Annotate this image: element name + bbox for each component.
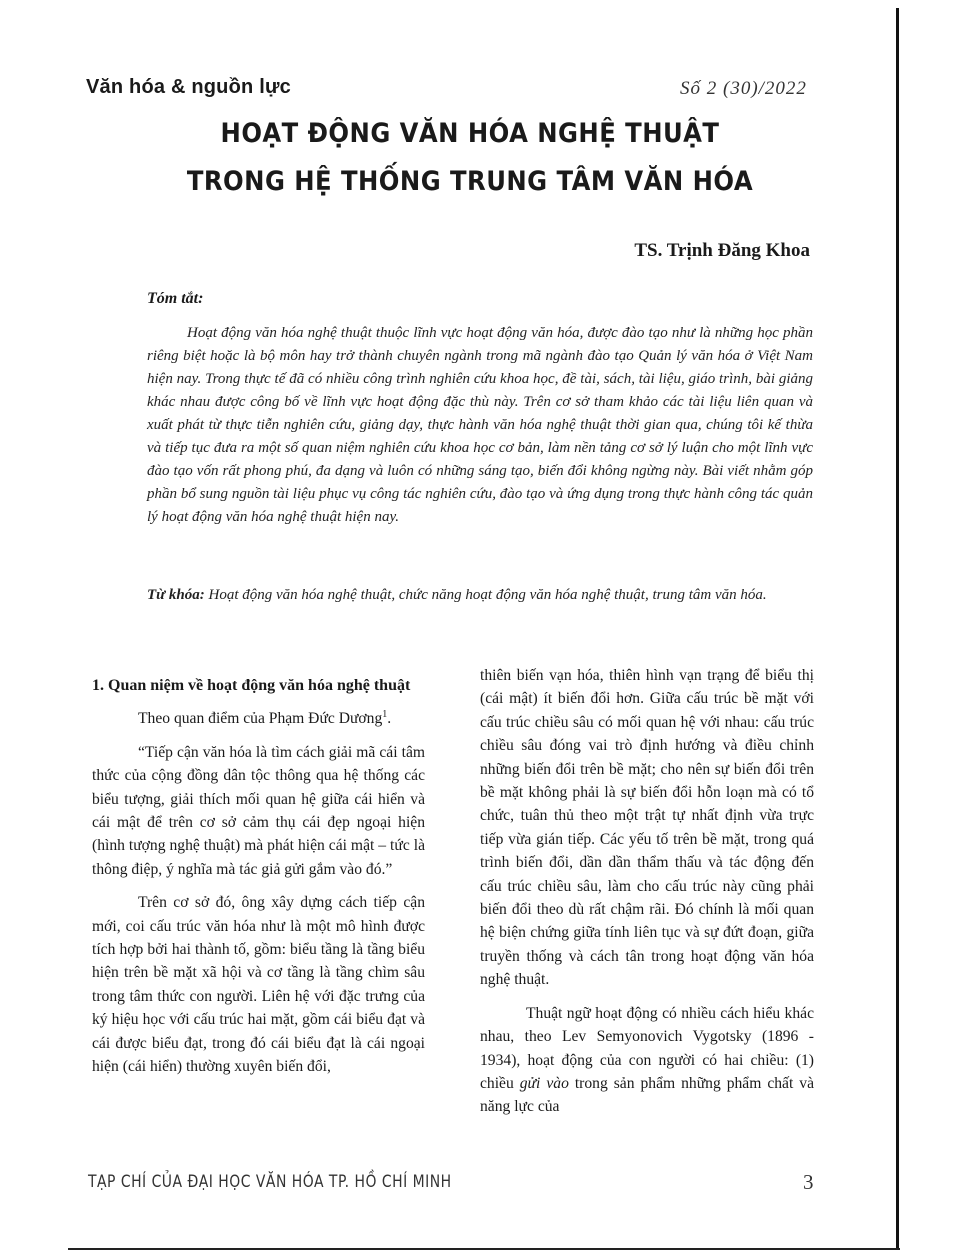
paragraph-1 (92, 707, 425, 730)
abstract-label: Tóm tắt: (147, 290, 204, 307)
section-label: Văn hóa & nguồn lực (86, 76, 291, 98)
footer-journal-name: TẠP CHÍ CỦA ĐẠI HỌC VĂN HÓA TP. HỒ CHÍ MINH (88, 1172, 452, 1192)
paragraph-2: “Tiếp cận văn hóa là tìm cách giải mã cái tâm thức của cộng đồng dân tộc thông qua hệ thống các biểu tượng, giải thích mối quan hệ giữa cái hiển và cái mật để trên cơ sở cảm thụ cái đẹp ngoại hiện (hình tượng nghệ thuật) mà phát hiện cái mật – tức là thông điệp, ý nghĩa mà tác giả gửi gắm vào đó.” (92, 743, 425, 878)
keywords-label: Từ khóa: (147, 587, 205, 603)
keywords (147, 584, 813, 607)
paragraph-5-text-a: Thuật ngữ hoạt động có nhiều cách hiểu khác nhau, theo Lev Semyonovich Vygotsky (1896 - 1934), hoạt động của con người có hai chiều: (1) chiều (480, 1004, 814, 1092)
paragraph-5-text-b: trong sản phẩm những phẩm chất và năng lực của (480, 1074, 814, 1116)
right-margin-rule (896, 8, 899, 1248)
footnote-ref: 1 (382, 709, 388, 721)
paragraph-1-text: Theo quan điểm của Phạm Đức Dương (138, 710, 383, 728)
paragraph-5-emphasis: gửi vào (519, 1074, 569, 1092)
abstract-text: Hoạt động văn hóa nghệ thuật thuộc lĩnh vực hoạt động văn hóa, được đào tạo như là những học phần riêng biệt hoặc là bộ môn hay trở thành chuyên ngành trong mã ngành đào tạo Quản lý văn hóa ở Việt Nam hiện nay. Trong thực tế đã có nhiều công trình nghiên cứu khoa học, đề tài, sách, tài liệu, giáo trình, bài giảng khác nhau được công bố về lĩnh vực hoạt động đặc thù này. Trên cơ sở tham khảo các tài liệu liên quan và xuất phát từ thực tiễn nghiên cứu, giảng dạy, thực hành văn hóa nghệ thuật thời gian qua, chúng tôi kế thừa và tiếp tục đưa ra một số quan niệm nghiên cứu khoa học cơ bản, làm nền tảng cơ sở lý luận cho một lĩnh vực đào tạo vốn rất phong phú, đa dạng và luôn có những sáng tạo, biến đổi không ngừng này. Bài viết nhằm góp phần bổ sung nguồn tài liệu phục vụ công tác nghiên cứu, đào tạo và ứng dụng trong thực hành công tác quản lý hoạt động văn hóa nghệ thuật hiện nay. (147, 325, 813, 525)
left-column (92, 674, 425, 1079)
paragraph-3: Trên cơ sở đó, ông xây dựng cách tiếp cận mới, coi cấu trúc văn hóa như là một mô hình được tích hợp bởi hai thành tố, gồm: biểu tầng là tầng biểu hiện trên bề mặt xã hội và cơ tầng là tầng chìm sâu trong tâm thức con người. Liên hệ với đặc trưng của ký hiệu học với cấu trúc hai mặt, gồm cái biểu đạt và cái được biểu đạt, trong đó cái biểu đạt là cái ngoại hiện (cái hiển) thường xuyên biến đổi, (92, 894, 425, 1076)
issue-number: Số 2 (30)/2022 (680, 78, 807, 99)
paragraph-1-end: . (387, 710, 392, 728)
article-title-line-2: TRONG HỆ THỐNG TRUNG TÂM VĂN HÓA (186, 166, 754, 197)
right-column (480, 664, 814, 1119)
keywords-text: Hoạt động văn hóa nghệ thuật, chức năng hoạt động văn hóa nghệ thuật, trung tâm văn hóa. (204, 587, 767, 603)
bottom-rule (68, 1248, 900, 1250)
author: TS. Trịnh Đăng Khoa (634, 240, 810, 261)
article-title-line-1: HOẠT ĐỘNG VĂN HÓA NGHỆ THUẬT (220, 118, 720, 149)
page-number: 3 (803, 1170, 814, 1194)
paragraph-5 (480, 1002, 814, 1119)
section-heading: 1. Quan niệm về hoạt động văn hóa nghệ thuật (92, 677, 411, 694)
paragraph-4: thiên biến vạn hóa, thiên hình vạn trạng để biểu thị (cái mật) ít biến đổi hơn. Giữa cấu trúc bề mặt với cấu trúc chiều sâu có mối quan hệ với nhau: cấu trúc chiều sâu đóng vai trò định hướng và điều chỉnh những biến đổi trên bề mặt; cho nên sự biến đổi trên bề mặt không phải là sự biến đổi hỗn loạn mà có tổ chức, tuân thủ theo một trật tự nhất định vừa trực tiếp vừa gián tiếp. Các yếu tố trên bề mặt, trong quá trình biến đổi, dần dần thẩm thấu và tác động đến cấu trúc chiều sâu, làm cho cấu trúc này cũng phải biến đổi theo dù rất chậm rãi. Đó chính là mối quan hệ biện chứng giữa tính liên tục và sự đứt đoạn, giữa truyền thống và cách tân trong hoạt động văn hóa nghệ thuật. (480, 667, 814, 989)
